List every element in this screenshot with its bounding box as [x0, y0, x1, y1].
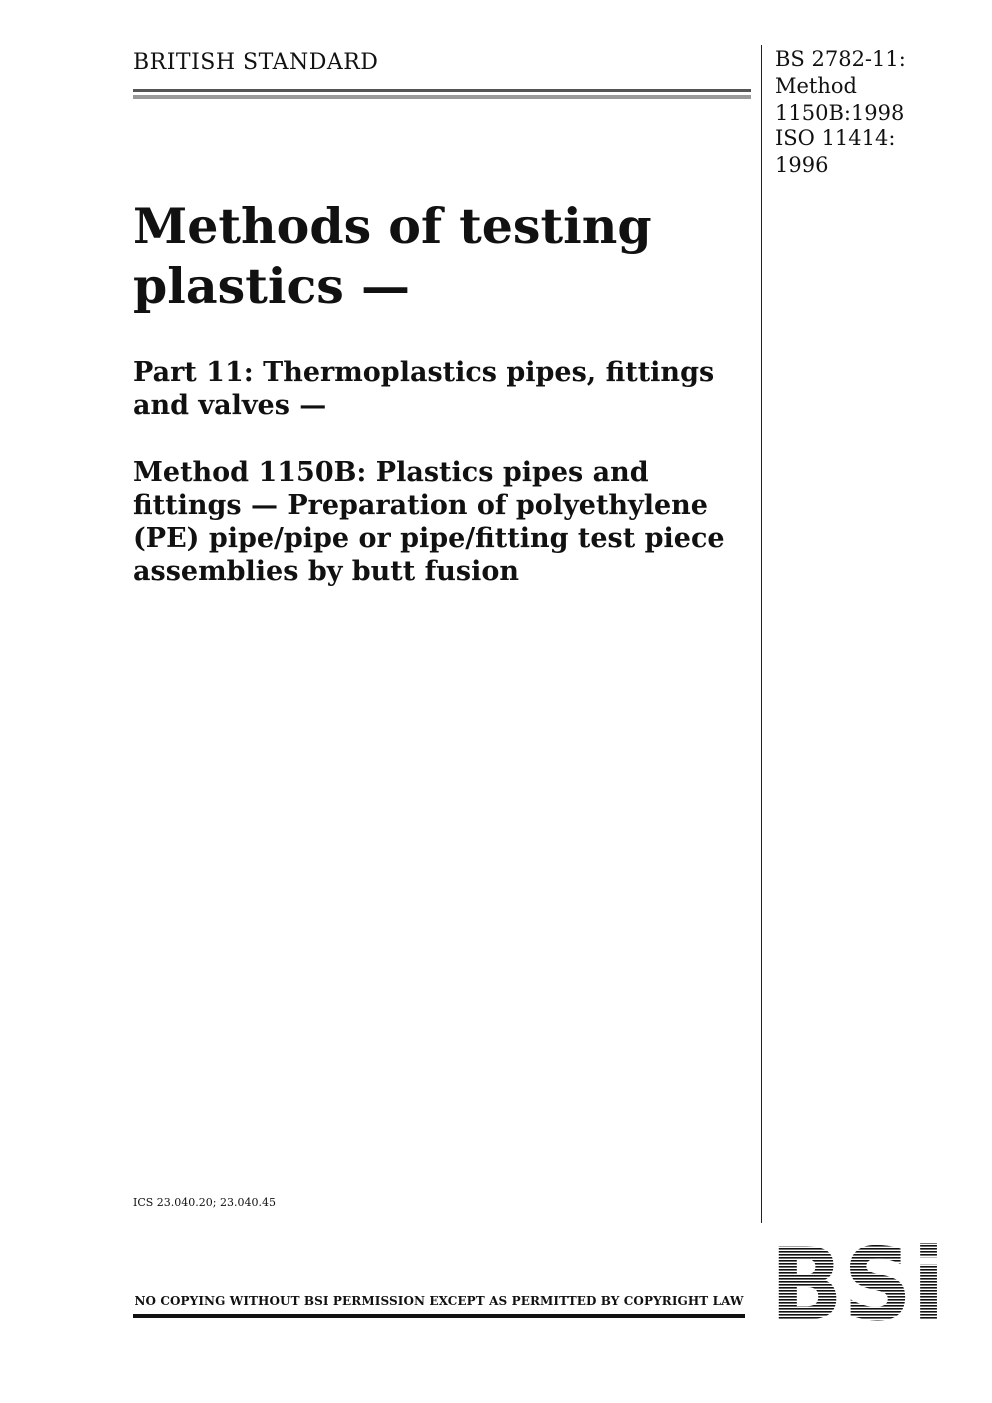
main-title-line: plastics — — [133, 257, 410, 315]
bs-number-line: 1150B:1998 — [775, 101, 905, 125]
method-title-line: fittings — Preparation of polyethylene — [133, 490, 708, 521]
document-type-label: BRITISH STANDARD — [133, 50, 379, 75]
header-rule — [133, 89, 751, 92]
main-title — [133, 196, 753, 316]
method-title-line: Method 1150B: Plastics pipes and — [133, 457, 649, 488]
main-title-line: Methods of testing — [133, 197, 652, 255]
column-divider — [761, 45, 762, 1223]
header-rule-shadow — [133, 95, 751, 99]
ics-code: ICS 23.040.20; 23.040.45 — [133, 1196, 276, 1209]
part-title-line: Part 11: Thermoplastics pipes, fittings — [133, 357, 715, 388]
iso-number-line: 1996 — [775, 153, 829, 177]
copyright-notice: NO COPYING WITHOUT BSI PERMISSION EXCEPT AS PERMITTED BY COPYRIGHT LAW — [134, 1294, 744, 1308]
iso-number-line: ISO 11414: — [775, 126, 896, 150]
bsi-logo-icon — [770, 1242, 945, 1322]
bs-number-line: BS 2782-11: — [775, 47, 906, 71]
iso-standard-number — [775, 125, 975, 179]
footer-rule — [133, 1314, 745, 1318]
part-title — [133, 356, 753, 422]
bs-standard-number — [775, 46, 975, 127]
bs-number-line: Method — [775, 74, 857, 98]
part-title-line: and valves — — [133, 390, 327, 421]
method-title — [133, 456, 753, 588]
method-title-line: assemblies by butt fusion — [133, 556, 519, 587]
method-title-line: (PE) pipe/pipe or pipe/fitting test piece — [133, 523, 725, 554]
